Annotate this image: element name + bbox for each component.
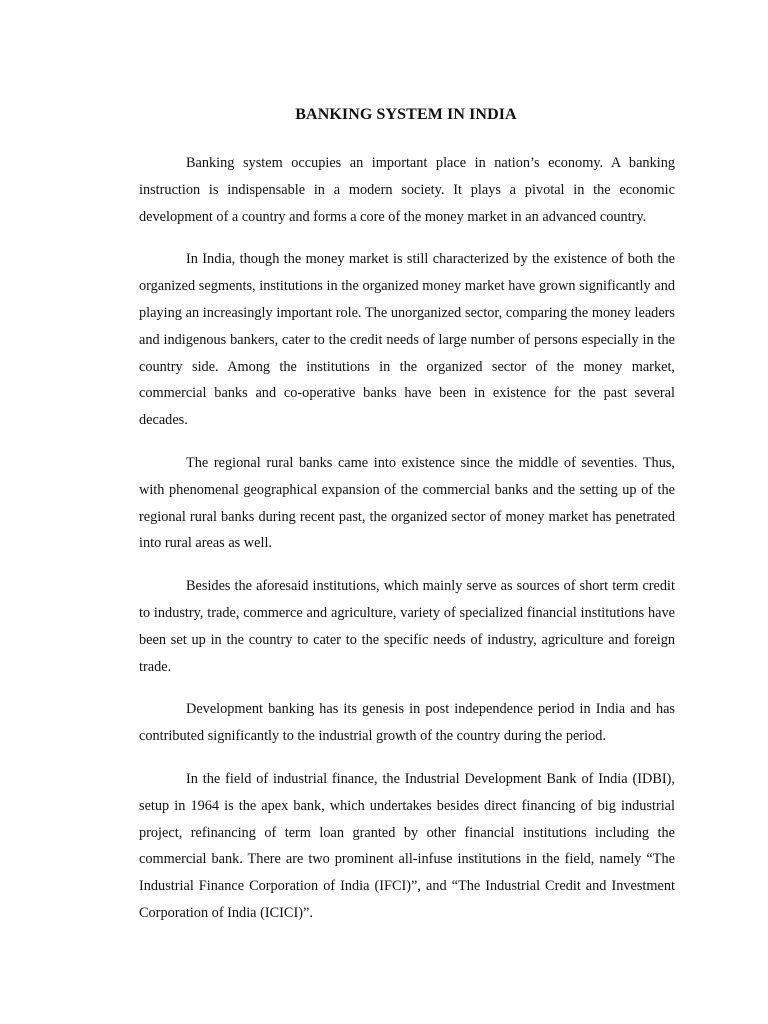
paragraph-regional-rural-banks: The regional rural banks came into existence since the middle of seventies. Thus, with phenomenal geographical expansion of the commercial banks and the setting up of the regional rural banks during recent past, the organized sector of money market has penetrated into rural areas as well.: [139, 454, 675, 552]
paragraph-development-banking: Development banking has its genesis in post independence period in India and has contributed significantly to the industrial growth of the country during the period.: [139, 701, 675, 745]
paragraph-banking-importance: Banking system occupies an important place in nation’s economy. A banking instruction is indispensable in a modern society. It plays a pivotal in the economic development of a country and forms a core of the money market in an advanced country.: [139, 155, 675, 225]
paragraph-specialized-institutions: Besides the aforesaid institutions, which mainly serve as sources of short term credit to industry, trade, commerce and agriculture, variety of specialized financial institutions have been set up in the country to cater to the specific needs of industry, agriculture and foreign trade.: [139, 578, 675, 675]
document-title: BANKING SYSTEM IN INDIA: [295, 106, 517, 123]
document-body: [139, 150, 675, 943]
paragraph-industrial-finance: In the field of industrial finance, the Industrial Development Bank of India (IDBI), setup in 1964 is the apex bank, which undertakes besides direct financing of big industrial project, refinancing of term loan granted by other financial institutions including the commercial bank. There are two prominent all-infuse institutions in the field, namely “The Industrial Finance Corporation of India (IFCI)”, and “The Industrial Credit and Investment Corporation of India (ICICI)”.: [139, 770, 675, 921]
paragraph-money-market: In India, though the money market is still characterized by the existence of both the organized segments, institutions in the organized money market have grown significantly and playing an increasingly important role. The unorganized sector, comparing the money leaders and indigenous bankers, cater to the credit needs of large number of persons especially in the country side. Among the institutions in the organized sector of the money market, commercial banks and co-operative banks have been in existence for the past several decades.: [139, 251, 675, 429]
